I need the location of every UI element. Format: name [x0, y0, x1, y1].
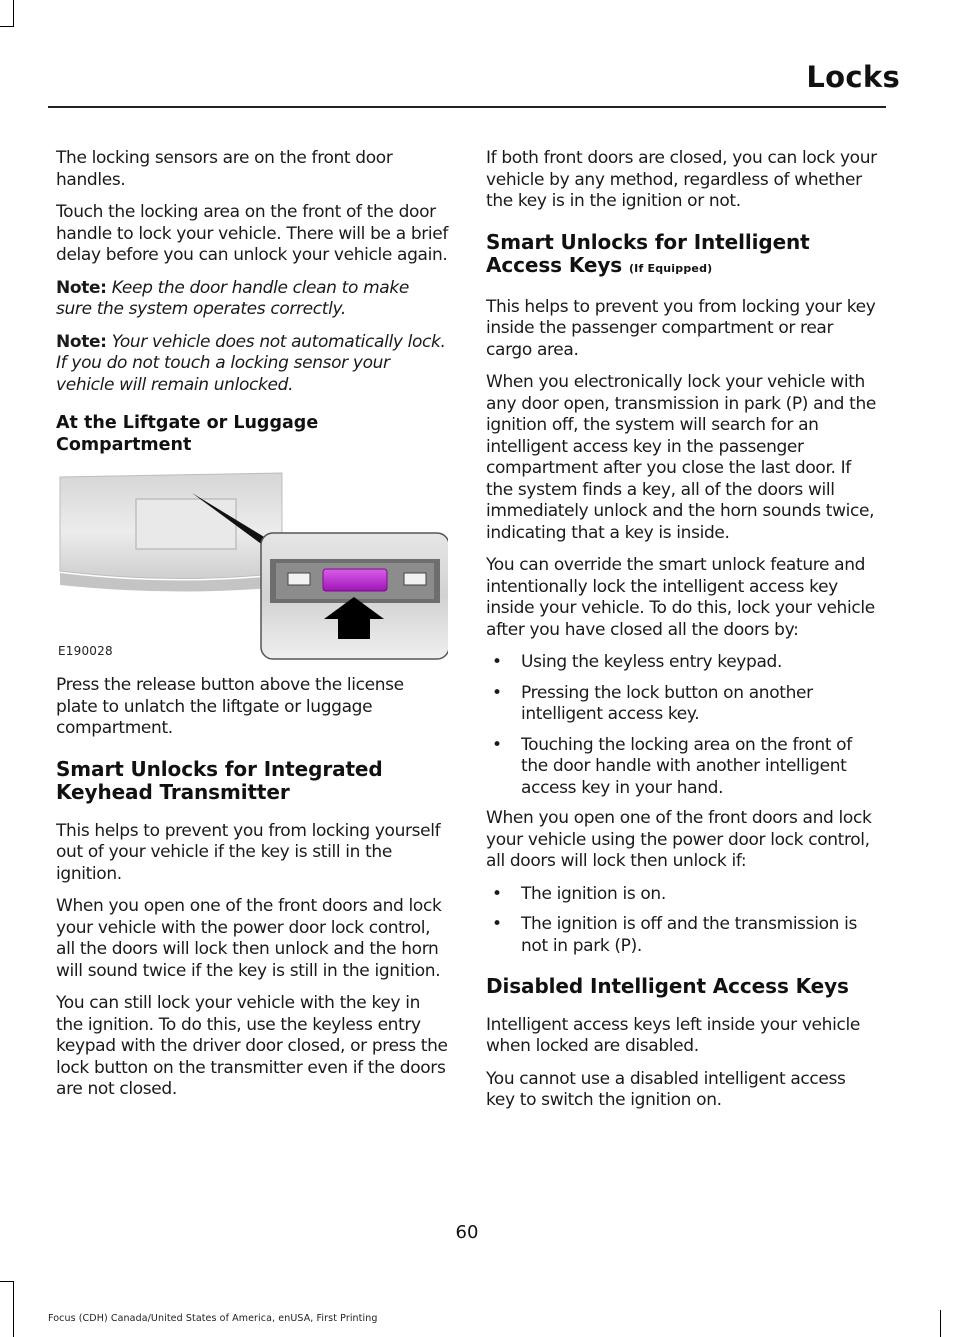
list-item [486, 914, 878, 957]
list-item [486, 683, 878, 726]
crop-mark-bottom-left-h [0, 1281, 14, 1282]
note-text: Your vehicle does not automatically lock. If you do not touch a locking sensor your vehicle will remain unlocked. [56, 331, 446, 395]
crop-mark-top-left-v [13, 0, 14, 26]
paragraph-ia-override: You can override the smart unlock feature and intentionally lock the intelligent access key inside your vehicle. To do this, lock your vehicle after you have closed all the doors by: [486, 555, 875, 640]
paragraph-ia-electronic: When you electronically lock your vehicle with any door open, transmission in park (P) and the ignition off, the system will search for an intelligent access key in the passenger compartment after you close the last door. If the system finds a key, all of the doors will immediately unlock and the horn sounds twice, indicating that a key is inside. [486, 372, 876, 543]
note-label: Note: [56, 331, 107, 352]
right-column [486, 148, 878, 1123]
crop-mark-bottom-left-v [13, 1281, 14, 1337]
list-item-text: Touching the locking area on the front of the door handle with another intelligent access key in your hand. [521, 734, 852, 798]
release-button-icon [323, 569, 387, 591]
list-item-text: Pressing the lock button on another intelligent access key. [521, 682, 813, 724]
title-rule [48, 106, 886, 108]
if-equipped-qualifier: (If Equipped) [628, 262, 713, 275]
crop-mark-bottom-right-v [940, 1310, 941, 1337]
bullet-icon: • [492, 883, 502, 904]
bullet-icon: • [492, 682, 502, 703]
note-auto-lock [56, 332, 448, 397]
paragraph-integrated-still: You can still lock your vehicle with the key in the ignition. To do this, use the keyless entry keypad with the driver door closed, or press the lock button on the transmitter even if the doors are not closed. [56, 993, 448, 1099]
list-item-text: The ignition is off and the transmission is not in park (P). [521, 914, 857, 956]
heading-intelligent-access [486, 231, 878, 281]
list-item-text: Using the keyless entry keypad. [521, 652, 783, 672]
note-text: Keep the door handle clean to make sure the system operates correctly. [56, 277, 409, 319]
paragraph-sensors: The locking sensors are on the front door handles. [56, 148, 393, 190]
list-item [486, 735, 878, 800]
heading-integrated-keyhead: Smart Unlocks for Integrated Keyhead Transmitter [56, 756, 383, 804]
unlock-conditions-list [486, 884, 878, 958]
page-number: 60 [455, 1222, 479, 1243]
heading-liftgate: At the Liftgate or Luggage Compartment [56, 413, 319, 455]
license-plate-recess [136, 499, 236, 549]
page-title: Locks [806, 60, 900, 94]
paragraph-disabled-cannot: You cannot use a disabled intelligent access key to switch the ignition on. [486, 1068, 846, 1110]
crop-mark-top-left-h [0, 26, 14, 27]
heading-text: Smart Unlocks for Intelligent Access Keys [486, 229, 810, 277]
paragraph-ia-helps: This helps to prevent you from locking your key inside the passenger compartment or rear cargo area. [486, 296, 876, 360]
paragraph-integrated-helps: This helps to prevent you from locking yourself out of your vehicle if the key is still in the ignition. [56, 820, 441, 884]
override-methods-list [486, 652, 878, 799]
paragraph-touch: Touch the locking area on the front of the door handle to lock your vehicle. There will be a brief delay before you can unlock your vehicle again. [56, 202, 449, 265]
note-door-handle [56, 278, 448, 321]
paragraph-ia-when: When you open one of the front doors and lock your vehicle using the power door lock control, all doors will lock then unlock if: [486, 808, 872, 871]
bullet-icon: • [492, 652, 502, 672]
license-lamp-left-icon [288, 573, 310, 585]
paragraph-disabled-left: Intelligent access keys left inside your vehicle when locked are disabled. [486, 1014, 860, 1056]
footer-edition: Focus (CDH) Canada/United States of America, enUSA, First Printing [48, 1313, 378, 1324]
heading-disabled-keys: Disabled Intelligent Access Keys [486, 974, 849, 998]
list-item-text: The ignition is on. [521, 883, 666, 904]
liftgate-release-illustration [56, 469, 448, 661]
list-item [486, 884, 878, 906]
license-lamp-right-icon [404, 573, 426, 585]
liftgate-illustration-svg [56, 469, 448, 661]
note-label: Note: [56, 277, 107, 298]
paragraph-integrated-open: When you open one of the front doors and lock your vehicle with the power door lock control, all the doors will lock then unlock and the horn will sound twice if the key is still in the ignition. [56, 896, 442, 981]
paragraph-both-doors: If both front doors are closed, you can lock your vehicle by any method, regardless of whether the key is in the ignition or not. [486, 148, 877, 211]
figure-code: E190028 [58, 644, 113, 658]
bullet-icon: • [492, 914, 502, 934]
bullet-icon: • [492, 734, 502, 755]
list-item [486, 652, 878, 674]
paragraph-release-button: Press the release button above the license plate to unlatch the liftgate or luggage compartment. [56, 675, 404, 738]
left-column [56, 148, 448, 1112]
